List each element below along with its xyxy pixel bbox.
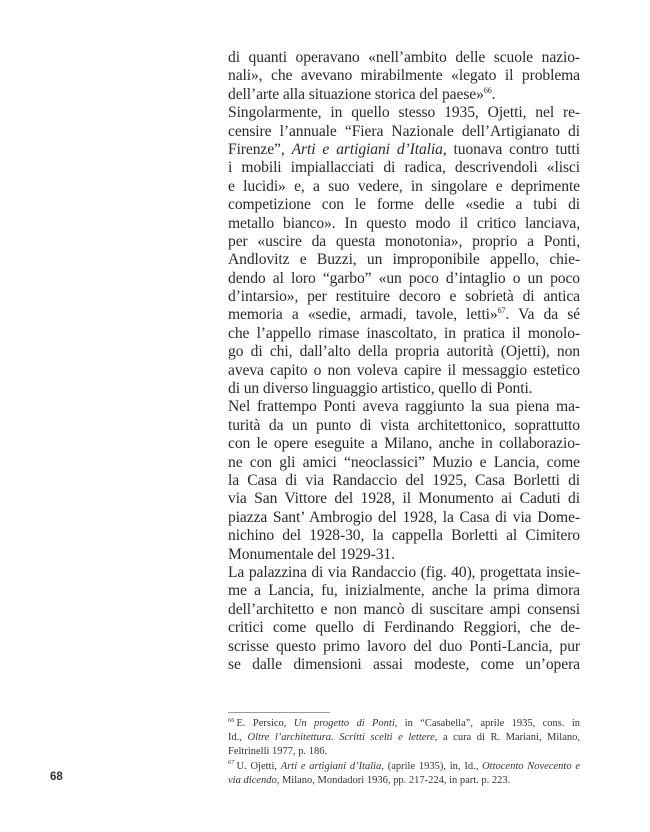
body-line (228, 343, 580, 361)
body-line (228, 288, 580, 306)
text-segment: , a cura di R. Mariani, Milano, (434, 732, 581, 744)
body-line (228, 656, 580, 674)
text-segment: , tuonava contro tutti (442, 140, 580, 158)
footnote-line (228, 774, 580, 788)
footnotes (228, 717, 580, 788)
text-segment: . (491, 85, 496, 103)
body-line (228, 86, 580, 104)
text-segment: con le opere eseguite a Milano, anche in collaborazio- (228, 435, 580, 453)
body-line (228, 546, 580, 564)
text-segment: E. Persico, (236, 718, 294, 729)
text-segment: d’intarsio», per restituire decoro e sobrietà di antica (228, 288, 580, 306)
text-segment: turità da un punto di vista architettonico, soprattutto (228, 416, 580, 434)
text-segment: Andlovitz e Buzzi, un improponibile appello, chie- (228, 251, 580, 269)
body-line (228, 215, 580, 233)
text-segment: critici come quello di Ferdinando Reggiori, che de- (228, 619, 580, 637)
text-segment: per «uscire da questa monotonia», proprio a Ponti, (228, 232, 580, 250)
text-segment: ne con gli amici “neoclassici” Muzio e Lancia, come (228, 453, 580, 471)
text-segment: Firenze”, (228, 140, 292, 158)
text-segment: metallo bianco». In questo modo il critico lanciava, (228, 214, 580, 232)
body-line (228, 398, 580, 416)
body-line (228, 104, 580, 122)
body-line (228, 509, 580, 527)
body-line (228, 67, 580, 85)
italic-text: Ottocento Novecento e (482, 760, 581, 772)
note-reference: 67 (228, 759, 235, 767)
body-line (228, 472, 580, 490)
text-segment: di un diverso linguaggio artistico, quello di Ponti. (228, 380, 533, 398)
body-line (228, 490, 580, 508)
text-segment: memoria a «sedie, armadi, tavole, letti» (228, 306, 498, 324)
italic-text: via dicendo (228, 774, 277, 786)
text-segment: , in “Casabella”, aprile 1935, cons. in (394, 718, 580, 729)
text-segment: Id., (228, 732, 248, 744)
body-line (228, 270, 580, 288)
text-segment: scrisse questo primo lavoro del duo Ponti-Lancia, pur (228, 637, 580, 655)
body-line (228, 325, 580, 343)
text-segment: aveva capito o non voleva capire il messaggio estetico (228, 361, 580, 379)
body-line (228, 601, 580, 619)
body-line (228, 454, 580, 472)
body-line (228, 306, 580, 324)
body-line (228, 233, 580, 251)
text-segment: Monumentale del 1929-31. (228, 545, 395, 563)
body-line (228, 380, 580, 398)
text-segment: se dalle dimensioni assai modeste, come un’opera (228, 655, 580, 673)
text-segment: la Casa di via Randaccio del 1925, Casa Borletti di (228, 471, 580, 489)
text-segment: via San Vittore del 1928, il Monumento ai Caduti di (228, 490, 580, 508)
text-segment: La palazzina di via Randaccio (fig. 40), progettata insie- (228, 563, 580, 581)
italic-text: Oltre l’architettura. Scritti scelti e lettere (247, 732, 435, 744)
text-segment: U. Ojetti, (236, 760, 281, 772)
text-segment: dendo al loro “garbo” «un poco d’intaglio o un poco (228, 269, 580, 287)
text-segment: Nel frattempo Ponti aveva raggiunto la sua piena ma- (228, 398, 580, 416)
body-line (228, 582, 580, 600)
text-segment: nali», che avevano mirabilmente «legato il problema (228, 67, 580, 85)
body-line (228, 417, 580, 435)
body-line (228, 362, 580, 380)
text-segment: che l’appello rimase inascoltato, in pratica il monolo- (228, 324, 580, 342)
footnote-line (228, 731, 580, 745)
footnote-line (228, 745, 580, 759)
footnote-line (228, 717, 580, 731)
body-line (228, 178, 580, 196)
text-segment: di quanti operavano «nell’ambito delle scuole nazio- (228, 49, 580, 66)
text-segment: Singolarmente, in quello stesso 1935, Ojetti, nel re- (228, 104, 580, 122)
page-number: 68 (50, 771, 63, 783)
body-line (228, 619, 580, 637)
italic-text: Arti e artigiani d’Italia (280, 760, 382, 772)
footnote-separator (228, 712, 330, 713)
footnote-line (228, 760, 580, 774)
text-segment: , (aprile 1935), in, Id., (381, 760, 483, 772)
italic-text: Un progetto di Ponti (293, 718, 395, 729)
body-line (228, 141, 580, 159)
text-segment: i mobili impiallacciati di radica, descrivendoli «lisci (228, 159, 580, 177)
text-segment: . Va da sé (505, 306, 580, 324)
text-segment: competizione con le forme delle «sedie a tubi di (228, 196, 580, 214)
body-line (228, 638, 580, 656)
text-segment: e lucidi» e, a suo vedere, in singolare e deprimente (228, 177, 580, 195)
body-line (228, 196, 580, 214)
body-text (228, 49, 580, 674)
body-line (228, 123, 580, 141)
note-reference: 66 (228, 716, 235, 724)
note-reference: 67 (497, 306, 506, 316)
text-segment: dell’architetto e non mancò di suscitare ampi consensi (228, 600, 580, 618)
text-segment: Feltrinelli 1977, p. 186. (228, 746, 328, 758)
note-reference: 66 (483, 85, 492, 95)
text-segment: censire l’annuale “Fiera Nazionale dell’Artigianato di (228, 122, 580, 140)
text-segment: dell’arte alla situazione storica del paese» (228, 85, 484, 103)
body-line (228, 435, 580, 453)
text-segment: me a Lancia, fu, inizialmente, anche la prima dimora (228, 582, 580, 600)
text-segment: , Milano, Mondadori 1936, pp. 217-224, in part. p. 223. (276, 774, 511, 786)
text-segment: nichino del 1928-30, la cappella Borletti al Cimitero (228, 527, 580, 545)
body-line (228, 251, 580, 269)
body-line (228, 159, 580, 177)
body-line (228, 49, 580, 67)
italic-text: Arti e artigiani d’Italia (291, 140, 443, 158)
body-line (228, 527, 580, 545)
text-segment: piazza Sant’ Ambrogio del 1928, la Casa di via Dome- (228, 508, 580, 526)
body-line (228, 564, 580, 582)
text-segment: go di chi, dall’alto della propria autorità (Ojetti), non (228, 343, 580, 361)
